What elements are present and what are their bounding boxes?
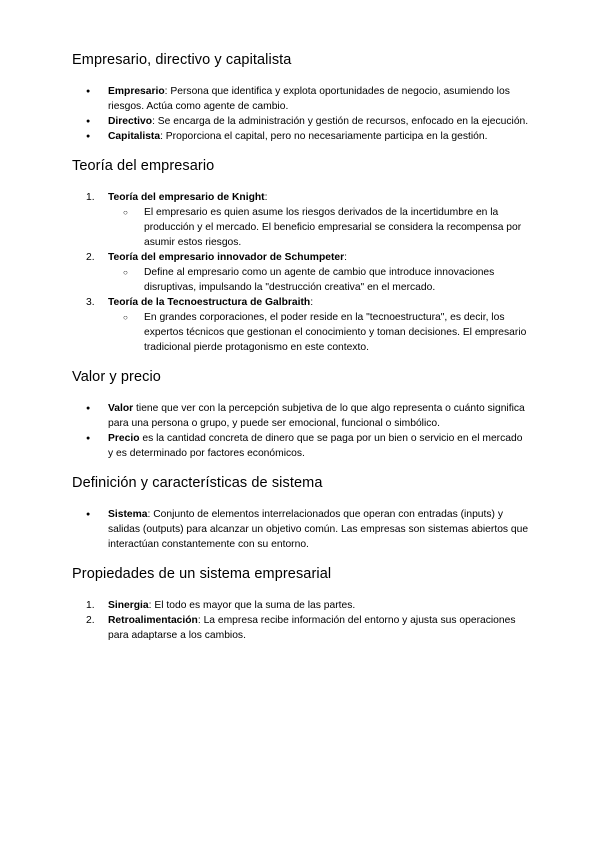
item-number: 2. [86,252,95,263]
term: Valor [108,403,134,414]
bullet-list [72,401,530,461]
list-item [86,613,530,643]
definition: : Se encarga de la administración y gestión de recursos, enfocado en la ejecución. [152,116,529,127]
list-item [86,250,530,295]
section-propiedades [72,566,530,643]
term: Sistema [108,509,148,520]
item-number: 3. [86,297,95,308]
list-item [86,598,530,613]
definition: : Proporciona el capital, pero no necesariamente participa en la gestión. [160,131,488,142]
bullet-list [72,507,530,552]
list-item [86,190,530,250]
definition: : La empresa recibe información del entorno y ajusta sus operaciones para adaptarse a los cambios. [108,615,516,641]
term: Directivo [108,116,153,127]
term: Retroalimentación [108,615,198,626]
sub-item: ○ En grandes corporaciones, el poder reside en la "tecnoestructura", es decir, los expertos técnicos que gestionan el conocimiento y toman decisiones. El empresario tradicional pierde protagonismo en este contexto. [144,310,530,355]
definition: : Conjunto de elementos interrelacionados que operan con entradas (inputs) y salidas (outputs) para alcanzar un objetivo común. Las empresas son sistemas abiertos que interactúan constantemente con su entorno. [108,509,529,550]
term: Teoría del empresario innovador de Schumpeter [108,252,345,263]
item-number: 1. [86,192,95,203]
list-item [108,129,530,144]
definition: tiene que ver con la percepción subjetiva de lo que algo representa o cuánto significa para una persona o grupo, y puede ser emocional, funcional o simbólico. [108,403,525,429]
section-title: Teoría del empresario [72,158,215,174]
term: Precio [108,433,140,444]
definition: : [264,192,268,203]
term: Empresario [108,86,165,97]
list-item [108,114,530,129]
bullet-list [72,84,530,144]
section-title: Definición y características de sistema [72,475,323,491]
section-teoria [72,158,530,355]
term: Teoría del empresario de Knight [108,192,265,203]
section-empresario [72,52,530,144]
section-title: Empresario, directivo y capitalista [72,52,292,68]
sub-list [108,310,530,355]
list-item [108,431,530,461]
definition: es la cantidad concreta de dinero que se paga por un bien o servicio en el mercado y es determinado por factores económicos. [108,433,523,459]
list-item [108,507,530,552]
section-title: Valor y precio [72,369,161,385]
section-sistema [72,475,530,552]
definition: : El todo es mayor que la suma de las partes. [148,600,356,611]
term: Capitalista [108,131,161,142]
item-number: 2. [86,615,95,626]
term: Teoría de la Tecnoestructura de Galbraith [108,297,311,308]
term: Sinergia [108,600,149,611]
definition: : Persona que identifica y explota oportunidades de negocio, asumiendo los riesgos. Actúa como agente de cambio. [108,86,510,112]
definition: : [310,297,314,308]
sub-list [108,265,530,295]
definition: : [344,252,348,263]
section-title: Propiedades de un sistema empresarial [72,566,332,582]
item-number: 1. [86,600,95,611]
list-item [108,401,530,431]
section-valor-precio [72,369,530,461]
sub-item: ○ Define al empresario como un agente de cambio que introduce innovaciones disruptivas, impulsando la "destrucción creativa" en el mercado. [144,265,530,295]
list-item [108,84,530,114]
numbered-list [72,190,530,355]
sub-item: ○ El empresario es quien asume los riesgos derivados de la incertidumbre en la producción y el mercado. El beneficio empresarial se considera la recompensa por asumir estos riesgos. [144,205,530,250]
numbered-list [72,598,530,643]
sub-list [108,205,530,250]
list-item [86,295,530,355]
